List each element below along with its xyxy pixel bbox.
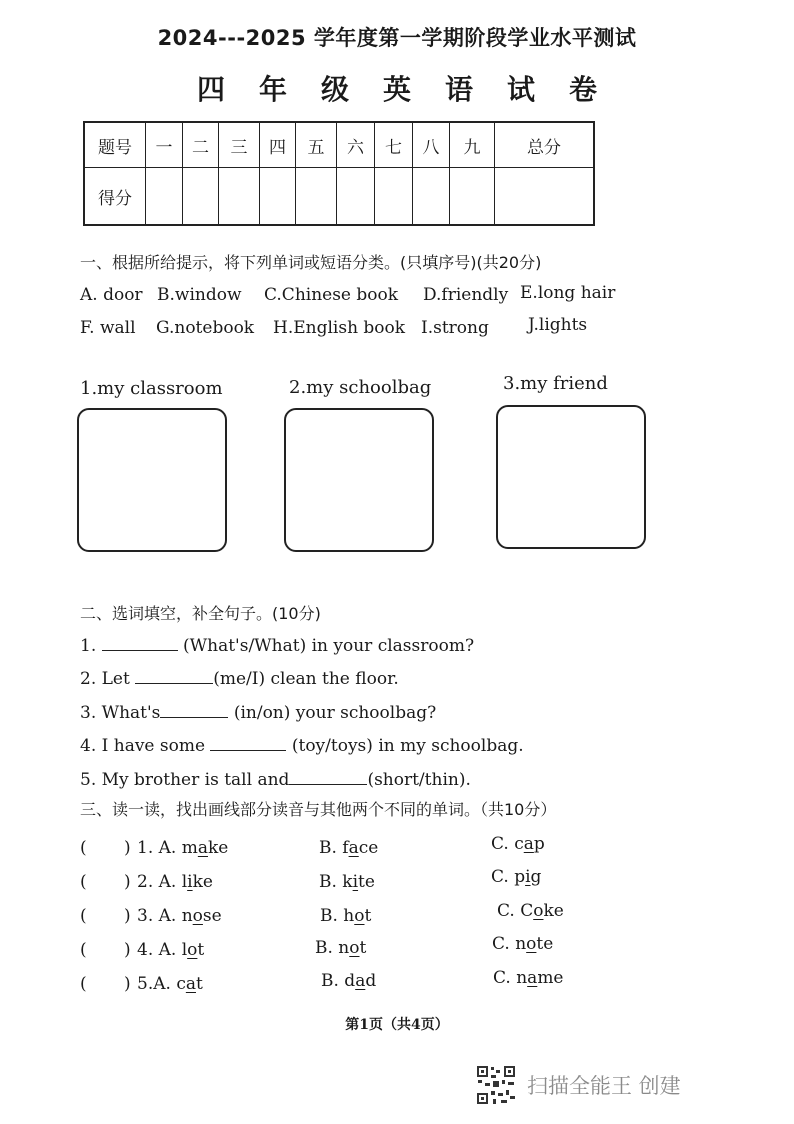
- category-label-schoolbag: 2.my schoolbag: [289, 377, 432, 398]
- score-blank-cell[interactable]: [495, 168, 595, 226]
- category-label-friend: 3.my friend: [503, 373, 608, 394]
- answer-bracket-space[interactable]: [96, 872, 124, 892]
- sentence-end: (short/thin).: [367, 770, 471, 790]
- phonics-row: [0, 867, 794, 902]
- option-item: B.window: [157, 285, 242, 305]
- sentence-end: (What's/What) in your classroom?: [177, 636, 475, 656]
- choice-c: C. pig: [491, 867, 542, 887]
- score-blank-cell[interactable]: [260, 168, 296, 226]
- answer-blank[interactable]: [210, 736, 286, 751]
- score-blank-cell[interactable]: [183, 168, 219, 226]
- score-cell: 八: [413, 122, 450, 168]
- score-blank-cell[interactable]: [413, 168, 450, 226]
- sentence-start: 4. I have some: [80, 736, 211, 756]
- answer-paren-open: (: [80, 940, 87, 960]
- sentence-start: 3. What's: [80, 703, 161, 723]
- option-item: E.long hair: [520, 283, 616, 303]
- choice-c: C. cap: [491, 834, 545, 854]
- answer-paren-close: ): [124, 940, 131, 960]
- choice-b: B. face: [319, 838, 379, 858]
- fill-sentence: [80, 636, 474, 656]
- exam-subtitle: 四年级英语试卷: [196, 73, 631, 106]
- score-blank-cell[interactable]: [337, 168, 375, 226]
- sentence-end: (me/I) clean the floor.: [213, 669, 399, 689]
- choice-c: C. Coke: [497, 901, 564, 921]
- answer-box-schoolbag[interactable]: [284, 408, 434, 552]
- score-cell: 题号: [84, 122, 146, 168]
- option-item: F. wall: [80, 318, 136, 338]
- score-cell: 五: [296, 122, 337, 168]
- answer-paren-close: ): [124, 906, 131, 926]
- score-blank-cell[interactable]: [450, 168, 495, 226]
- section3-heading: 三、读一读，找出画线部分读音与其他两个不同的单词。（共10分）: [80, 800, 557, 819]
- score-table-score-row: [84, 168, 594, 226]
- section1-heading: 一、根据所给提示，将下列单词或短语分类。(只填序号)(共20分): [80, 253, 542, 272]
- answer-paren-open: (: [80, 974, 87, 994]
- choice-b: B. hot: [320, 906, 372, 926]
- exam-title: 2024---2025 学年度第一学期阶段学业水平测试: [157, 26, 637, 50]
- answer-box-friend[interactable]: [496, 405, 646, 549]
- answer-blank[interactable]: [289, 770, 367, 785]
- answer-bracket-space[interactable]: [96, 906, 124, 926]
- sentence-end: (toy/toys) in my schoolbag.: [286, 736, 524, 756]
- fill-sentence: [80, 736, 524, 756]
- page-number: 第1页（共4页）: [345, 1017, 449, 1033]
- score-table: [83, 121, 595, 226]
- score-blank-cell[interactable]: [296, 168, 337, 226]
- sentence-start: 1.: [80, 636, 102, 656]
- fill-sentence: [80, 770, 471, 790]
- answer-paren-open: (: [80, 838, 87, 858]
- choice-b: B. dad: [321, 971, 377, 991]
- choice-a: 5.A. cat: [137, 974, 203, 994]
- scanner-watermark: 扫描全能王 创建: [527, 1074, 681, 1098]
- score-cell: 四: [260, 122, 296, 168]
- answer-paren-close: ): [124, 872, 131, 892]
- answer-blank[interactable]: [102, 636, 178, 651]
- choice-b: B. not: [315, 938, 367, 958]
- phonics-row: [0, 968, 794, 1004]
- choice-a: 1. A. make: [137, 838, 229, 858]
- sentence-start: 2. Let: [80, 669, 136, 689]
- option-item: A. door: [80, 285, 143, 305]
- answer-box-classroom[interactable]: [77, 408, 227, 552]
- score-table-header-row: [84, 122, 594, 168]
- score-blank-cell[interactable]: [219, 168, 260, 226]
- phonics-row: [0, 934, 794, 970]
- choice-a: 4. A. lot: [137, 940, 205, 960]
- score-cell: 总分: [495, 122, 595, 168]
- score-cell: 得分: [84, 168, 146, 226]
- category-label-classroom: 1.my classroom: [80, 378, 223, 399]
- score-cell: 二: [183, 122, 219, 168]
- option-item: I.strong: [421, 318, 489, 338]
- option-item: G.notebook: [156, 318, 255, 338]
- score-cell: 六: [337, 122, 375, 168]
- score-blank-cell[interactable]: [146, 168, 183, 226]
- answer-blank[interactable]: [135, 669, 213, 684]
- answer-bracket-space[interactable]: [96, 940, 124, 960]
- answer-blank[interactable]: [160, 703, 228, 718]
- fill-sentence: [80, 703, 436, 723]
- choice-b: B. kite: [319, 872, 375, 892]
- option-item: J.lights: [528, 315, 588, 335]
- answer-paren-open: (: [80, 906, 87, 926]
- phonics-row: [0, 834, 794, 868]
- qr-code-icon: [476, 1065, 516, 1105]
- option-item: H.English book: [273, 318, 406, 338]
- choice-c: C. name: [493, 968, 564, 988]
- answer-bracket-space[interactable]: [96, 838, 124, 858]
- sentence-end: (in/on) your schoolbag?: [228, 703, 437, 723]
- score-cell: 九: [450, 122, 495, 168]
- score-cell: 七: [375, 122, 413, 168]
- section2-heading: 二、选词填空，补全句子。(10分): [80, 604, 321, 623]
- option-item: C.Chinese book: [264, 285, 399, 305]
- answer-paren-close: ): [124, 974, 131, 994]
- score-blank-cell[interactable]: [375, 168, 413, 226]
- sentence-start: 5. My brother is tall and: [80, 770, 290, 790]
- score-cell: 三: [219, 122, 260, 168]
- option-item: D.friendly: [423, 285, 509, 305]
- score-cell: 一: [146, 122, 183, 168]
- answer-paren-close: ): [124, 838, 131, 858]
- phonics-row: [0, 901, 794, 936]
- choice-c: C. note: [492, 934, 554, 954]
- choice-a: 2. A. like: [137, 872, 213, 892]
- answer-bracket-space[interactable]: [96, 974, 124, 994]
- choice-a: 3. A. nose: [137, 906, 222, 926]
- answer-paren-open: (: [80, 872, 87, 892]
- fill-sentence: [80, 669, 399, 689]
